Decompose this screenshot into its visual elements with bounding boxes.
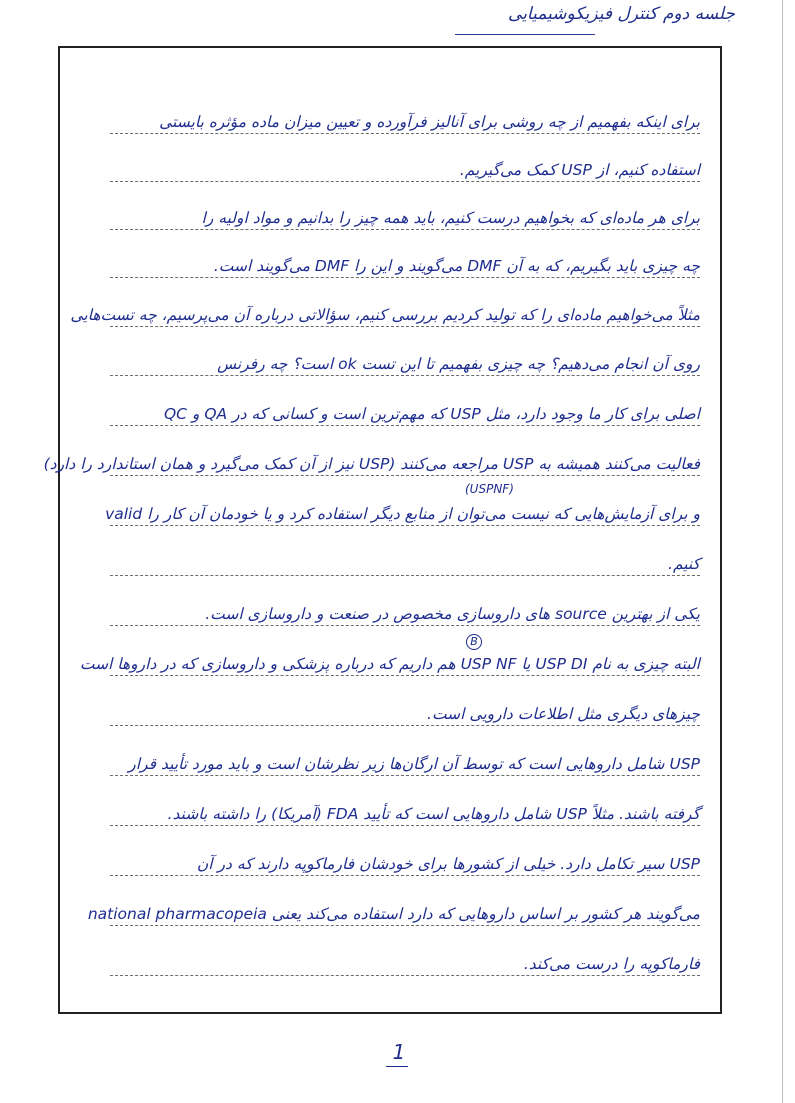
note-line-18: [100, 942, 700, 982]
note-line-text: کنیم.: [668, 555, 700, 573]
header-underline: [455, 34, 595, 35]
note-line-6: [100, 342, 700, 382]
note-line-text: USP شامل داروهایی است که توسط آن ارگان‌ها زیر نظرشان است و باید مورد تأیید قرار: [128, 755, 700, 773]
page-number-underline: [386, 1066, 408, 1067]
scan-edge: [782, 0, 783, 1103]
note-line-8: [43, 442, 700, 482]
note-line-13: [100, 692, 700, 732]
note-line-12: [79, 642, 700, 682]
note-line-text: گرفته باشند. مثلاً USP شامل داروهایی است که تأیید FDA (آمریکا) را داشته باشند.: [167, 805, 700, 823]
note-line-7: [100, 392, 700, 432]
note-line-text: برای هر ماده‌ای که بخواهیم درست کنیم، باید همه چیز را بدانیم و مواد اولیه را: [201, 209, 700, 227]
note-line-4: [100, 244, 700, 284]
note-line-text: USP سیر تکامل دارد. خیلی از کشورها برای خودشان فارماکوپه دارند که در آن: [196, 855, 700, 873]
note-line-text: روی آن انجام می‌دهیم؟ چه چیزی بفهمیم تا این تست ok است؟ چه رفرنس: [217, 355, 700, 373]
note-line-text: فعالیت می‌کنند همیشه به USP مراجعه می‌کنند (USP نیز از آن کمک می‌گیرد و همان استاندارد را دارد): [43, 455, 700, 473]
note-line-text: استفاده کنیم، از USP کمک می‌گیریم.: [459, 161, 700, 179]
note-line-text: می‌گویند هر کشور بر اساس داروهایی که دارد استفاده می‌کند یعنی national pharmacopeia: [87, 905, 700, 923]
note-line-text: اصلی برای کار ما وجود دارد، مثل USP که مهم‌ترین است و کسانی که در QA و QC: [163, 405, 700, 423]
note-line-17: [87, 892, 700, 932]
note-line-15: [100, 792, 700, 832]
page-number: 1: [392, 1040, 406, 1064]
circled-b-annotation: B: [466, 634, 482, 650]
note-line-text: چه چیزی باید بگیریم، که به آن DMF می‌گویند و این را DMF می‌گویند است.: [213, 257, 700, 275]
note-line-14: [100, 742, 700, 782]
note-line-1: [100, 100, 700, 140]
note-line-5: [70, 293, 700, 333]
note-line-11: [100, 592, 700, 632]
note-line-text: چیزهای دیگری مثل اطلاعات دارویی است.: [427, 705, 700, 723]
usp-pnf-annotation: (USPNF): [465, 482, 514, 496]
note-line-text: یکی از بهترین source های داروسازی مخصوص در صنعت و داروسازی است.: [205, 605, 700, 623]
note-line-text: مثلاً می‌خواهیم ماده‌ای را که تولید کردیم بررسی کنیم، سؤالاتی درباره آن می‌پرسیم، چه تست‌هایی: [70, 306, 700, 324]
note-line-10: [100, 542, 700, 582]
page-header: جلسه دوم کنترل فیزیکوشیمیایی: [508, 4, 735, 24]
note-line-text: برای اینکه بفهمیم از چه روشی برای آنالیز فرآورده و تعیین میزان ماده مؤثره بایستی: [159, 113, 700, 131]
note-line-2: [100, 148, 700, 188]
note-line-text: البته چیزی به نام USP DI یا USP NF هم داریم که درباره پزشکی و داروسازی که در داروها است: [79, 655, 700, 673]
note-line-16: [100, 842, 700, 882]
note-line-text: فارماکوپه را درست می‌کند.: [523, 955, 700, 973]
note-line-3: [100, 196, 700, 236]
note-line-9: [100, 492, 700, 532]
note-line-text: و برای آزمایش‌هایی که نیست می‌توان از منابع دیگر استفاده کرد و یا خودمان آن کار را valid: [105, 505, 700, 523]
